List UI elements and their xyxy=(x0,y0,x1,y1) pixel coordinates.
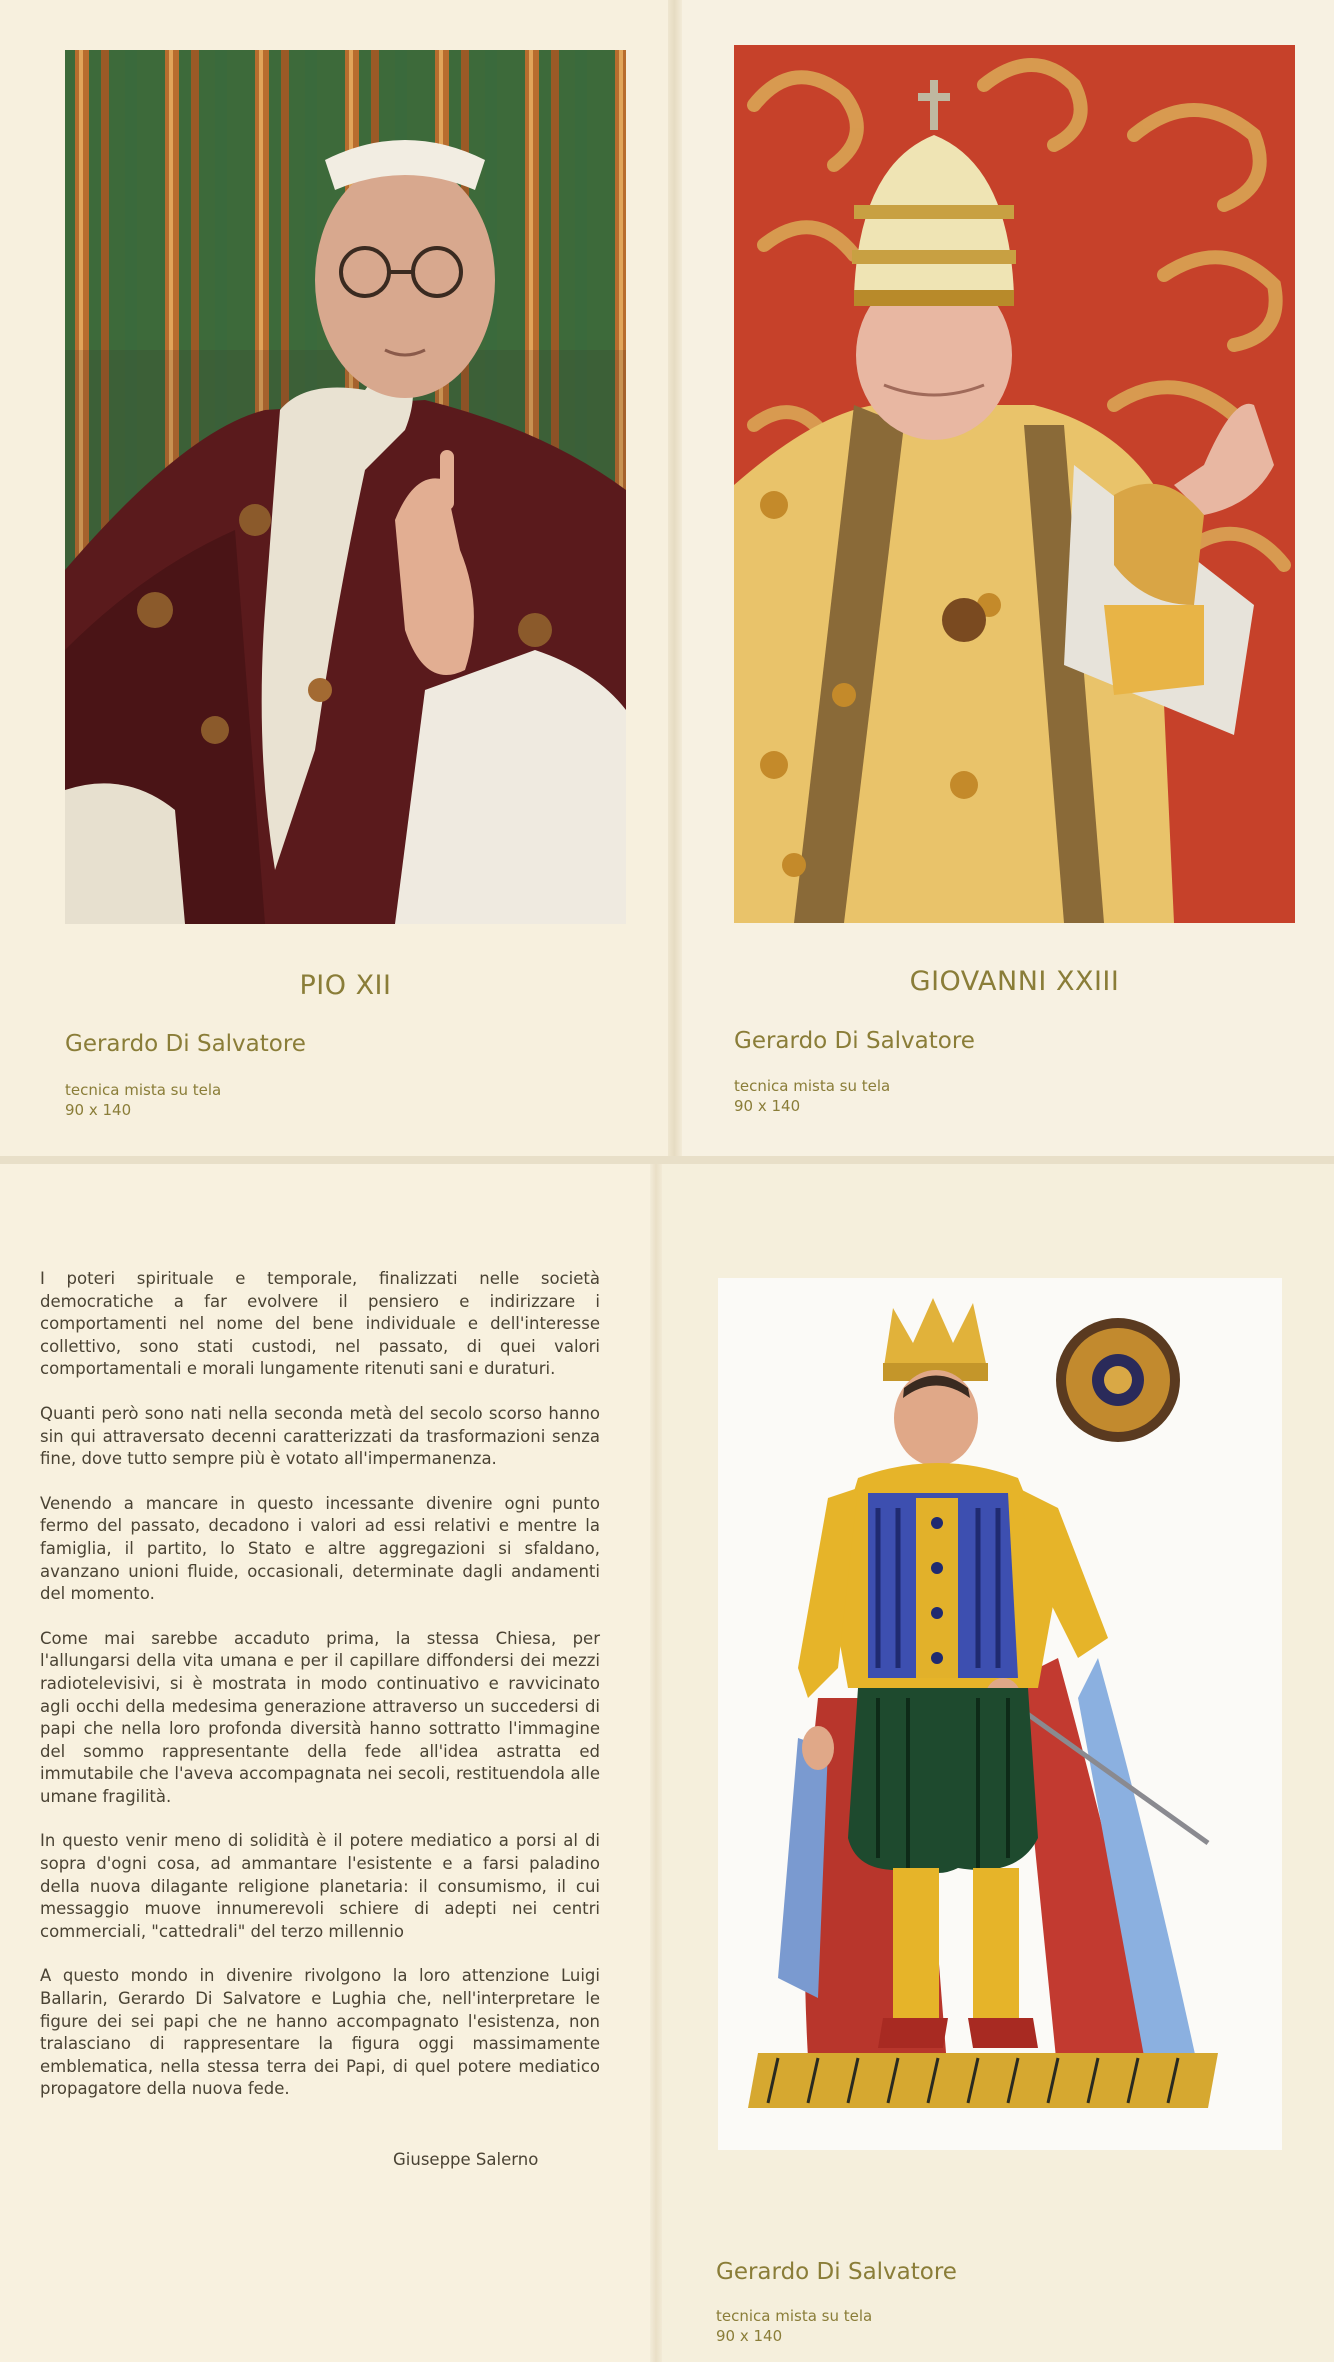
painting-king xyxy=(718,1278,1282,2150)
painting-pio-xii xyxy=(65,50,626,924)
signature: Giuseppe Salerno xyxy=(393,2150,539,2169)
technique-giovanni-xxiii: tecnica mista su tela xyxy=(734,1077,891,1095)
essay-paragraph: I poteri spirituale e temporale, finalizzati nelle società democratiche a far evolvere il pensiero e indirizzare i comportamenti nel nome del bene individuale e dell'interesse collettivo, sono stati custodi, nel passato, di quei valori comportamentali e morali lungamente ritenuti sani e duraturi. xyxy=(40,1269,600,1379)
artist-pio-xii: Gerardo Di Salvatore xyxy=(65,1031,306,1057)
spine-fold-bottom xyxy=(650,1160,662,2362)
title-pio-xii: PIO XII xyxy=(299,970,392,1001)
title-giovanni-xxiii: GIOVANNI XXIII xyxy=(909,966,1120,997)
technique-king: tecnica mista su tela xyxy=(716,2307,873,2325)
spine-fold-top xyxy=(668,0,682,1160)
painting-giovanni-xxiii xyxy=(734,45,1295,923)
artist-king: Gerardo Di Salvatore xyxy=(716,2259,957,2285)
essay-paragraph: In questo venir meno di solidità è il potere mediatico a porsi al di sopra d'ogni cosa, ad ammantare l'esistente e a farsi paladino della nuova dilagante religione planetaria: il consumismo, il cui messaggio muove innumerevoli schiere di adepti nei centri commerciali, "cattedrali" del terzo millennio xyxy=(40,1831,600,1941)
essay-paragraph: Come mai sarebbe accaduto prima, la stessa Chiesa, per l'allungarsi della vita umana e per il capillare diffondersi dei mezzi radiotelevisivi, si è mostrata in modo continuativo e ravvicinato agli occhi della medesima generazione attraverso un succedersi di papi che nella loro profonda diversità hanno sottratto l'immagine del sommo rappresentante della fede all'idea astratta ed immutabile che l'aveva accompagnata nei secoli, restituendola alle umane fragilità. xyxy=(40,1628,600,1806)
essay-paragraph: A questo mondo in divenire rivolgono la loro attenzione Luigi Ballarin, Gerardo Di Salvatore e Lughia che, nell'interpretare le figure dei sei papi che ne hanno accompagnato l'esistenza, non tralasciano di rappresentare la figura oggi massimamente emblematica, nella stessa terra dei Papi, di quel potere mediatico propagatore della nuova fede. xyxy=(40,1966,600,2099)
artist-giovanni-xxiii: Gerardo Di Salvatore xyxy=(734,1028,975,1054)
essay-paragraph: Venendo a mancare in questo incessante divenire ogni punto fermo del passato, decadono i valori ad essi relativi e mentre la famiglia, il partito, lo Stato e altre aggregazioni si sfaldano, avanzano unioni fluide, occasionali, determinate dagli andamenti del momento. xyxy=(40,1493,600,1604)
essay-text xyxy=(40,1268,600,2123)
technique-pio-xii: tecnica mista su tela xyxy=(65,1081,222,1099)
size-giovanni-xxiii: 90 x 140 xyxy=(734,1097,801,1115)
spread-divider xyxy=(0,1156,1334,1164)
essay-paragraph: Quanti però sono nati nella seconda metà del secolo scorso hanno sin qui attraversato decenni caratterizzati da trasformazioni senza fine, dove tutto sempre più è votato all'impermanenza. xyxy=(40,1403,600,1469)
size-king: 90 x 140 xyxy=(716,2327,783,2345)
size-pio-xii: 90 x 140 xyxy=(65,1101,132,1119)
